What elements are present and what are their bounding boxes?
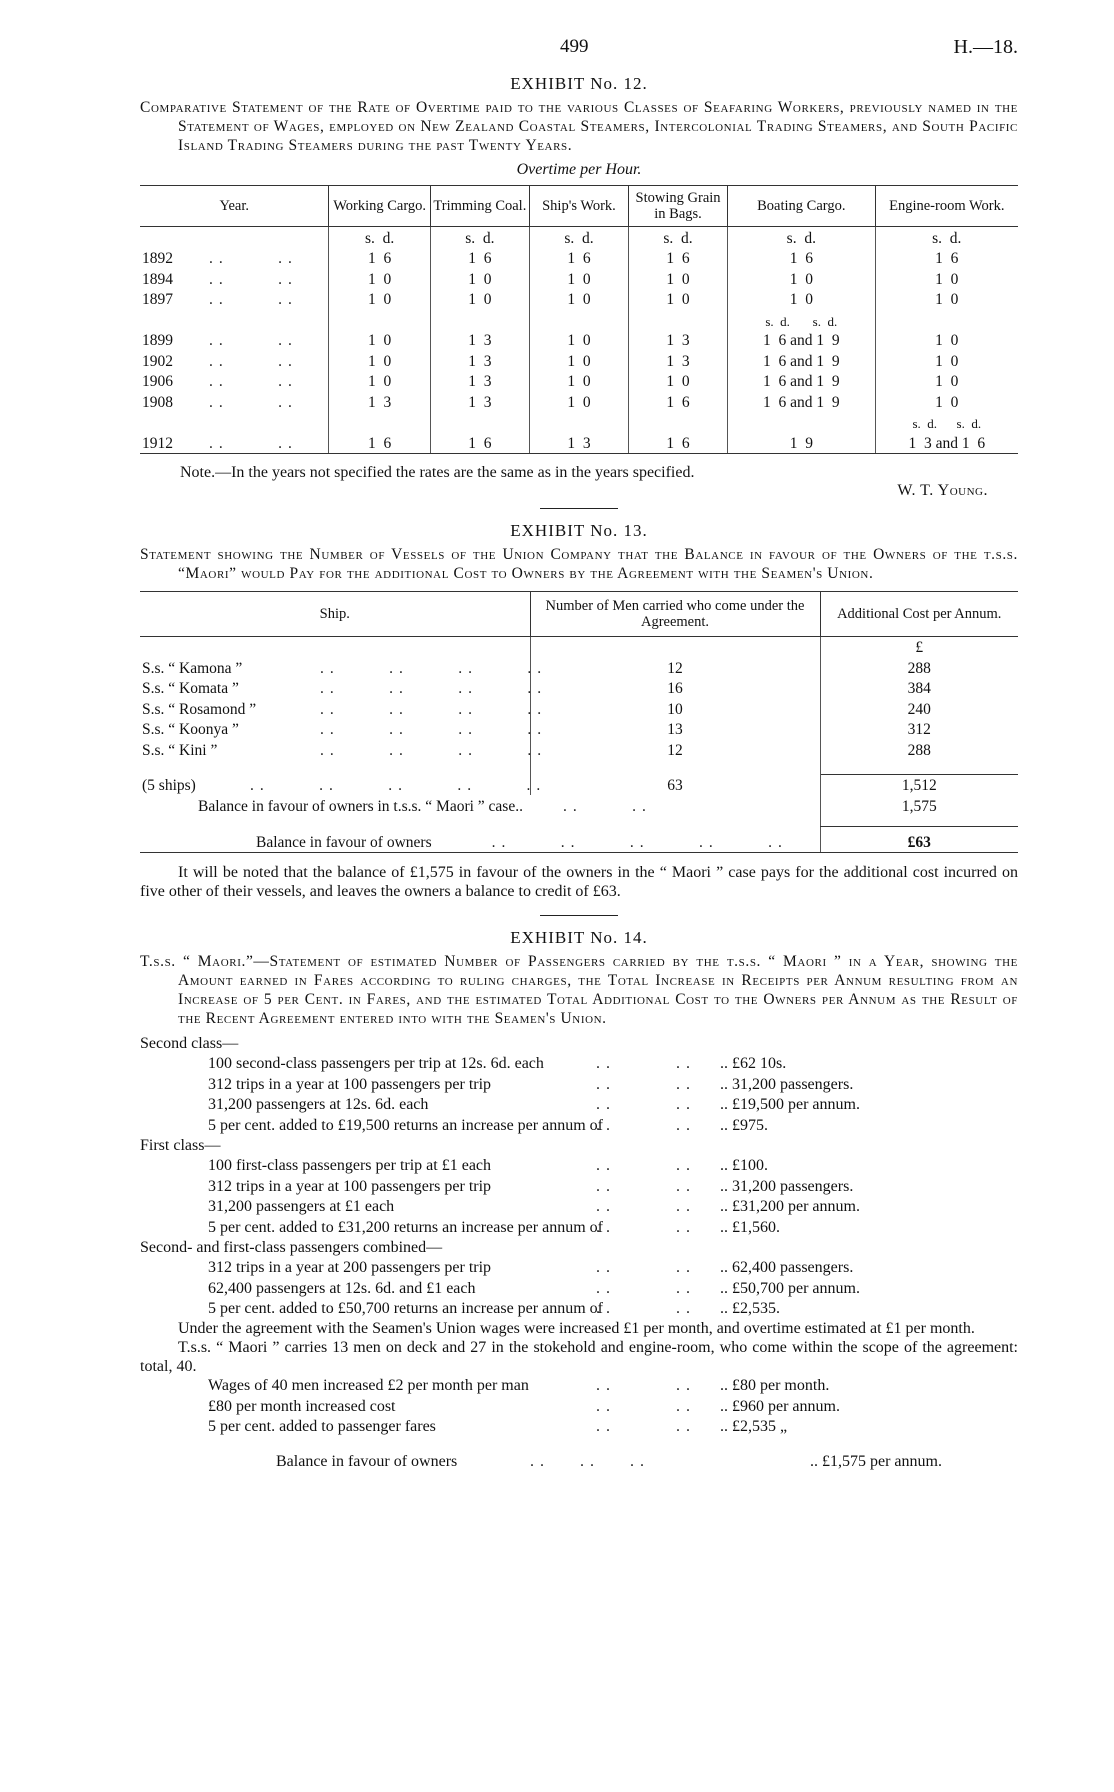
overtime-row bbox=[140, 309, 1018, 330]
rate-cell: 1 0 bbox=[529, 350, 628, 371]
line-text: £80 per month increased cost bbox=[208, 1397, 396, 1415]
ship-name: S.s. “ Kini ” bbox=[142, 741, 218, 759]
rate-cell: 1 0 bbox=[875, 391, 1018, 412]
unit-cell bbox=[140, 227, 329, 248]
unit-cell: s. d. bbox=[529, 227, 628, 248]
rate-cell bbox=[728, 412, 875, 433]
leader-dots: .. .. .. .. bbox=[320, 659, 548, 677]
leader-dots: .. .. .. .. bbox=[320, 721, 548, 738]
leader-dots: .. .. bbox=[209, 332, 298, 349]
statement-line bbox=[140, 1197, 1018, 1217]
rate-cell: 1 3 bbox=[430, 330, 529, 351]
leader-dots: .. .. bbox=[596, 1116, 696, 1134]
rate-cell: 1 0 bbox=[629, 371, 728, 392]
vessel-row bbox=[140, 739, 1018, 760]
leader-dots: .. .. bbox=[596, 1075, 696, 1093]
cost-cell: 288 bbox=[820, 739, 1018, 760]
leader-dots: .. .. bbox=[596, 1177, 696, 1195]
units-row bbox=[140, 227, 1018, 248]
year-cell bbox=[140, 268, 329, 289]
rate-cell: 1 0 bbox=[875, 268, 1018, 289]
line-text: 5 per cent. added to £31,200 returns an increase per annum of bbox=[208, 1218, 603, 1236]
leader-dots: .. .. .. .. bbox=[320, 680, 548, 697]
balance-label: Balance in favour of owners bbox=[276, 1452, 458, 1470]
leader-dots: .. .. bbox=[209, 393, 298, 411]
total-label: (5 ships) bbox=[142, 777, 196, 794]
rate-cell bbox=[329, 309, 430, 330]
rate-cell: 1 6 bbox=[629, 391, 728, 412]
rate-cell: 1 0 bbox=[329, 268, 430, 289]
overtime-table-body bbox=[140, 227, 1018, 454]
line-text: 312 trips in a year at 100 passengers per trip bbox=[208, 1075, 492, 1093]
first-class-lines bbox=[140, 1156, 1018, 1238]
overtime-row bbox=[140, 391, 1018, 412]
ship-cell bbox=[140, 657, 548, 678]
line-text: 62,400 passengers at 12s. 6d. and £1 each bbox=[208, 1279, 476, 1297]
year-cell bbox=[140, 371, 329, 392]
line-value: .. £50,700 per annum. bbox=[720, 1279, 860, 1297]
overtime-row bbox=[140, 412, 1018, 433]
rate-cell bbox=[529, 309, 628, 330]
rate-cell: 1 3 bbox=[430, 371, 529, 392]
vessel-row bbox=[140, 698, 1018, 719]
men-cell: 10 bbox=[530, 698, 820, 719]
line-value: .. £975. bbox=[720, 1116, 768, 1134]
exhibit-13-title: EXHIBIT No. 13. bbox=[510, 520, 648, 540]
currency-unit: £ bbox=[820, 636, 1018, 657]
line-value: .. £2,535. bbox=[720, 1300, 780, 1318]
line-value: .. 62,400 passengers. bbox=[720, 1259, 854, 1277]
leader-dots: .. .. bbox=[596, 1198, 696, 1216]
currency-row bbox=[140, 636, 1018, 657]
line-text: 312 trips in a year at 200 passengers per trip bbox=[208, 1259, 492, 1277]
passenger-statement bbox=[140, 1034, 1018, 1472]
line-text: 5 per cent. added to passenger fares bbox=[208, 1418, 436, 1436]
statement-line bbox=[140, 1299, 1018, 1319]
rate-cell: 1 0 bbox=[629, 268, 728, 289]
line-text: 312 trips in a year at 100 passengers per trip bbox=[208, 1177, 492, 1195]
signature: W. T. Young. bbox=[897, 481, 988, 499]
vessel-row bbox=[140, 678, 1018, 699]
rate-cell: 1 6 bbox=[728, 248, 875, 269]
year: 1892 bbox=[142, 250, 173, 267]
column-header: Trimming Coal. bbox=[430, 186, 529, 227]
rate-cell bbox=[629, 412, 728, 433]
statement-line bbox=[140, 1258, 1018, 1278]
year: 1906 bbox=[142, 373, 173, 390]
rate-cell: 1 0 bbox=[529, 268, 628, 289]
ship-cell bbox=[140, 678, 548, 699]
line-value: .. £960 per annum. bbox=[720, 1397, 840, 1415]
section-divider bbox=[540, 915, 618, 916]
owners-balance-label: Balance in favour of owners bbox=[256, 834, 432, 851]
overtime-table bbox=[140, 185, 1018, 454]
column-header: Engine-room Work. bbox=[875, 186, 1018, 227]
year: 1908 bbox=[142, 393, 173, 411]
rate-cell: 1 6 and 1 9 bbox=[728, 391, 875, 412]
column-header: Ship's Work. bbox=[529, 186, 628, 227]
statement-line bbox=[140, 1177, 1018, 1197]
year: 1897 bbox=[142, 291, 173, 308]
leader-dots: .. .. bbox=[209, 291, 298, 308]
leader-dots: .. .. bbox=[596, 1157, 696, 1175]
line-value: .. 31,200 passengers. bbox=[720, 1075, 854, 1093]
overtime-subtitle: Overtime per Hour. bbox=[516, 161, 642, 178]
overtime-row bbox=[140, 330, 1018, 351]
group-label: Second class— bbox=[140, 1035, 239, 1052]
leader-dots: .. .. bbox=[596, 1259, 696, 1277]
statement-line bbox=[140, 1376, 1018, 1396]
crew-paragraph: T.s.s. “ Maori ” carries 13 men on deck and 27 in the stokehold and engine-room, who come within the scope of the agreement: total, 40. bbox=[140, 1339, 1018, 1376]
leader-dots: .. .. .. .. .. bbox=[250, 777, 547, 794]
leader-dots: .. .. bbox=[562, 797, 652, 815]
page-number: 499 bbox=[560, 36, 589, 57]
line-text: 31,200 passengers at 12s. 6d. each bbox=[208, 1096, 429, 1114]
men-cell: 16 bbox=[530, 678, 820, 699]
rate-cell: 1 3 bbox=[329, 391, 430, 412]
leader-dots: .. .. bbox=[209, 373, 298, 390]
rate-cell: 1 6 bbox=[329, 248, 430, 269]
statement-line bbox=[140, 1116, 1018, 1136]
rate-cell: 1 0 bbox=[728, 289, 875, 310]
statement-line bbox=[140, 1095, 1018, 1115]
year: 1902 bbox=[142, 352, 173, 370]
ship-name: S.s. “ Koonya ” bbox=[142, 721, 239, 738]
document-page bbox=[140, 30, 1018, 1472]
total-label-cell bbox=[140, 774, 547, 795]
owners-balance-row bbox=[140, 826, 1018, 853]
rate-cell bbox=[329, 412, 430, 433]
wages-lines bbox=[140, 1376, 1018, 1437]
rate-cell bbox=[430, 412, 529, 433]
overtime-header-row bbox=[140, 186, 1018, 227]
year-cell bbox=[140, 412, 329, 433]
group-label: First class— bbox=[140, 1136, 221, 1154]
rate-cell bbox=[629, 309, 728, 330]
maori-balance-label: Balance in favour of owners in t.s.s. “ Maori ” case.. bbox=[198, 797, 523, 815]
rate-cell: 1 0 bbox=[529, 391, 628, 412]
line-value: .. £62 10s. bbox=[720, 1055, 787, 1073]
rate-cell: 1 0 bbox=[728, 268, 875, 289]
overtime-row bbox=[140, 350, 1018, 371]
statement-line bbox=[140, 1156, 1018, 1176]
rate-cell: 1 6 bbox=[629, 248, 728, 269]
rate-cell bbox=[529, 412, 628, 433]
line-text: Wages of 40 men increased £2 per month per man bbox=[208, 1377, 529, 1395]
rate-cell: 1 6 bbox=[329, 432, 430, 453]
column-header: Year. bbox=[140, 186, 329, 227]
group-label: Second- and first-class passengers combined— bbox=[140, 1238, 443, 1256]
rate-cell: 1 3 bbox=[529, 432, 628, 453]
ship-name: S.s. “ Kamona ” bbox=[142, 659, 243, 677]
leader-dots: .. .. .. .. bbox=[320, 741, 548, 759]
vessels-table-body bbox=[140, 636, 1018, 853]
year: 1899 bbox=[142, 332, 173, 349]
year-cell bbox=[140, 289, 329, 310]
rate-cell bbox=[430, 309, 529, 330]
rate-cell: 1 3 bbox=[430, 350, 529, 371]
agreement-paragraph: Under the agreement with the Seamen's Union wages were increased £1 per month, and overtime estimated at £1 per month. bbox=[178, 1320, 975, 1338]
men-cell: 12 bbox=[530, 657, 820, 678]
leader-dots: .. .. bbox=[209, 434, 298, 452]
rate-cell: 1 0 bbox=[529, 330, 628, 351]
rate-cell: 1 0 bbox=[329, 289, 430, 310]
leader-dots: .. .. bbox=[596, 1418, 696, 1436]
ship-cell bbox=[140, 719, 548, 740]
rate-cell: 1 0 bbox=[529, 371, 628, 392]
rate-cell: 1 3 and 1 6 bbox=[875, 432, 1018, 453]
second-class-lines bbox=[140, 1054, 1018, 1136]
rate-cell: s. d. s. d. bbox=[875, 412, 1018, 433]
leader-dots: .. .. bbox=[596, 1218, 696, 1236]
statement-line bbox=[140, 1397, 1018, 1417]
year: 1894 bbox=[142, 270, 173, 288]
page-header bbox=[140, 30, 1018, 70]
rate-cell: 1 3 bbox=[629, 350, 728, 371]
leader-dots: .. .. bbox=[209, 270, 298, 288]
balance-line bbox=[140, 1452, 1018, 1472]
rate-cell: 1 6 bbox=[430, 248, 529, 269]
owners-balance-value: £63 bbox=[820, 826, 1018, 853]
rate-cell: 1 0 bbox=[329, 330, 430, 351]
exhibit-12-heading: Comparative Statement of the Rate of Overtime paid to the various Classes of Seafaring Workers, previously named in the Statement of Wages, employed on New Zealand Coastal Steamers, Intercolonial Trading Steamers, and South Pacific Island Trading Steamers during the past Twenty Years. bbox=[140, 99, 1018, 154]
statement-line bbox=[140, 1218, 1018, 1238]
line-value: .. £1,560. bbox=[720, 1218, 780, 1236]
rate-cell: 1 3 bbox=[629, 330, 728, 351]
year-cell bbox=[140, 330, 329, 351]
year-cell bbox=[140, 350, 329, 371]
leader-dots: .. .. bbox=[596, 1279, 696, 1297]
document-reference: H.—18. bbox=[953, 36, 1018, 58]
line-value: .. £100. bbox=[720, 1157, 768, 1175]
maori-balance-value: 1,575 bbox=[820, 795, 1018, 816]
column-header: Working Cargo. bbox=[329, 186, 430, 227]
statement-line bbox=[140, 1054, 1018, 1074]
maori-balance-row bbox=[140, 795, 1018, 816]
rate-cell: 1 0 bbox=[329, 371, 430, 392]
section-divider bbox=[540, 508, 618, 509]
rate-cell: 1 3 bbox=[430, 391, 529, 412]
total-cost: 1,512 bbox=[820, 774, 1018, 795]
column-header: Additional Cost per Annum. bbox=[820, 591, 1018, 636]
unit-cell: s. d. bbox=[875, 227, 1018, 248]
rate-cell: 1 0 bbox=[529, 289, 628, 310]
statement-line bbox=[140, 1417, 1018, 1437]
leader-dots: .. .. .. .. .. bbox=[491, 834, 788, 851]
overtime-row bbox=[140, 268, 1018, 289]
year-cell bbox=[140, 391, 329, 412]
statement-line bbox=[140, 1075, 1018, 1095]
rate-cell: 1 6 bbox=[875, 248, 1018, 269]
year: 1912 bbox=[142, 434, 173, 452]
cost-cell: 312 bbox=[820, 719, 1018, 740]
line-text: 100 first-class passengers per trip at £1 each bbox=[208, 1157, 492, 1175]
men-cell: 12 bbox=[530, 739, 820, 760]
ship-cell bbox=[140, 698, 548, 719]
leader-dots: .. .. bbox=[209, 250, 298, 267]
rate-cell: 1 0 bbox=[875, 330, 1018, 351]
leader-dots: .. .. bbox=[596, 1377, 696, 1395]
line-value: .. £31,200 per annum. bbox=[720, 1198, 860, 1216]
overtime-row bbox=[140, 432, 1018, 453]
column-header: Stowing Grain in Bags. bbox=[629, 186, 728, 227]
line-value: .. £19,500 per annum. bbox=[720, 1096, 860, 1114]
rate-cell: 1 9 bbox=[728, 432, 875, 453]
total-men: 63 bbox=[530, 774, 820, 795]
ship-name: S.s. “ Rosamond ” bbox=[142, 700, 257, 718]
cost-cell: 288 bbox=[820, 657, 1018, 678]
line-text: 5 per cent. added to £19,500 returns an increase per annum of bbox=[208, 1116, 603, 1134]
exhibit-12-title: EXHIBIT No. 12. bbox=[510, 74, 648, 93]
line-text: 31,200 passengers at £1 each bbox=[208, 1198, 395, 1216]
leader-dots: .. .. bbox=[596, 1055, 696, 1073]
leader-dots: .. .. bbox=[209, 352, 298, 370]
exhibit-14-title: EXHIBIT No. 14. bbox=[510, 928, 648, 947]
rate-cell: 1 6 and 1 9 bbox=[728, 330, 875, 351]
unit-cell: s. d. bbox=[629, 227, 728, 248]
exhibit-13-heading: Statement showing the Number of Vessels of the Union Company that the Balance in favour of the Owners of the t.s.s. “Maori” would Pay for the additional Cost to Owners by the Agreement with the Seamen's Union. bbox=[140, 545, 1018, 582]
rate-cell: 1 6 bbox=[430, 432, 529, 453]
line-value: .. £2,535 „ bbox=[720, 1418, 788, 1436]
rate-cell: 1 0 bbox=[430, 289, 529, 310]
combined-lines bbox=[140, 1258, 1018, 1319]
rate-cell bbox=[875, 309, 1018, 330]
unit-cell: s. d. bbox=[329, 227, 430, 248]
vessel-row bbox=[140, 719, 1018, 740]
column-header: Number of Men carried who come under the Agreement. bbox=[530, 591, 820, 636]
rate-cell: 1 0 bbox=[329, 350, 430, 371]
year-cell bbox=[140, 432, 329, 453]
rate-cell: 1 6 and 1 9 bbox=[728, 371, 875, 392]
line-value: .. £80 per month. bbox=[720, 1377, 830, 1395]
cost-cell: 240 bbox=[820, 698, 1018, 719]
rate-cell: 1 0 bbox=[875, 350, 1018, 371]
overtime-row bbox=[140, 248, 1018, 269]
rate-cell: 1 0 bbox=[875, 371, 1018, 392]
ship-name: S.s. “ Komata ” bbox=[142, 680, 239, 697]
overtime-row bbox=[140, 289, 1018, 310]
rate-cell: s. d. s. d. bbox=[728, 309, 875, 330]
leader-dots: .. .. bbox=[596, 1300, 696, 1318]
leader-dots: .. .. .. .. bbox=[320, 700, 548, 718]
rate-cell: 1 6 bbox=[629, 432, 728, 453]
vessels-header-row bbox=[140, 591, 1018, 636]
leader-dots: .. .. bbox=[596, 1397, 696, 1415]
statement-line bbox=[140, 1279, 1018, 1299]
unit-cell: s. d. bbox=[728, 227, 875, 248]
vessel-row bbox=[140, 657, 1018, 678]
exhibit-13-paragraph: It will be noted that the balance of £1,575 in favour of the owners in the “ Maori ” case pays for the additional cost incurred on five other of their vessels, and leaves the owners a balance to credit of £63. bbox=[140, 864, 1018, 900]
exhibit-14-heading: T.s.s. “ Maori.”—Statement of estimated Number of Passengers carried by the t.s.s. “ Maori ” in a Year, showing the Amount earned in Fares according to ruling charges, the Total Increase in Receipts per Annum resulting from an Increase of 5 per Cent. in Fares, and the estimated Total Additional Cost to the Owners per Annum as the Result of the Recent Agreement entered into with the Seamen's Union. bbox=[140, 953, 1018, 1027]
rate-cell: 1 0 bbox=[430, 268, 529, 289]
ship-cell bbox=[140, 739, 548, 760]
column-header: Boating Cargo. bbox=[728, 186, 875, 227]
year-cell bbox=[140, 248, 329, 269]
vessels-table bbox=[140, 591, 1018, 854]
total-row bbox=[140, 774, 1018, 795]
rate-cell: 1 0 bbox=[875, 289, 1018, 310]
line-text: 100 second-class passengers per trip at 12s. 6d. each bbox=[208, 1055, 544, 1073]
line-text: 5 per cent. added to £50,700 returns an increase per annum of bbox=[208, 1300, 603, 1318]
line-value: .. 31,200 passengers. bbox=[720, 1177, 854, 1195]
overtime-row bbox=[140, 371, 1018, 392]
balance-value: .. £1,575 per annum. bbox=[810, 1452, 942, 1470]
rate-cell: 1 6 and 1 9 bbox=[728, 350, 875, 371]
leader-dots: .. .. bbox=[596, 1096, 696, 1114]
exhibit-12-note: Note.—In the years not specified the rates are the same as in the years specified. bbox=[180, 463, 695, 481]
leader-dots: .. .. .. bbox=[530, 1452, 650, 1470]
year-cell bbox=[140, 309, 329, 330]
rate-cell: 1 6 bbox=[529, 248, 628, 269]
column-header: Ship. bbox=[140, 591, 530, 636]
rate-cell: 1 0 bbox=[629, 289, 728, 310]
unit-cell: s. d. bbox=[430, 227, 529, 248]
cost-cell: 384 bbox=[820, 678, 1018, 699]
men-cell: 13 bbox=[530, 719, 820, 740]
